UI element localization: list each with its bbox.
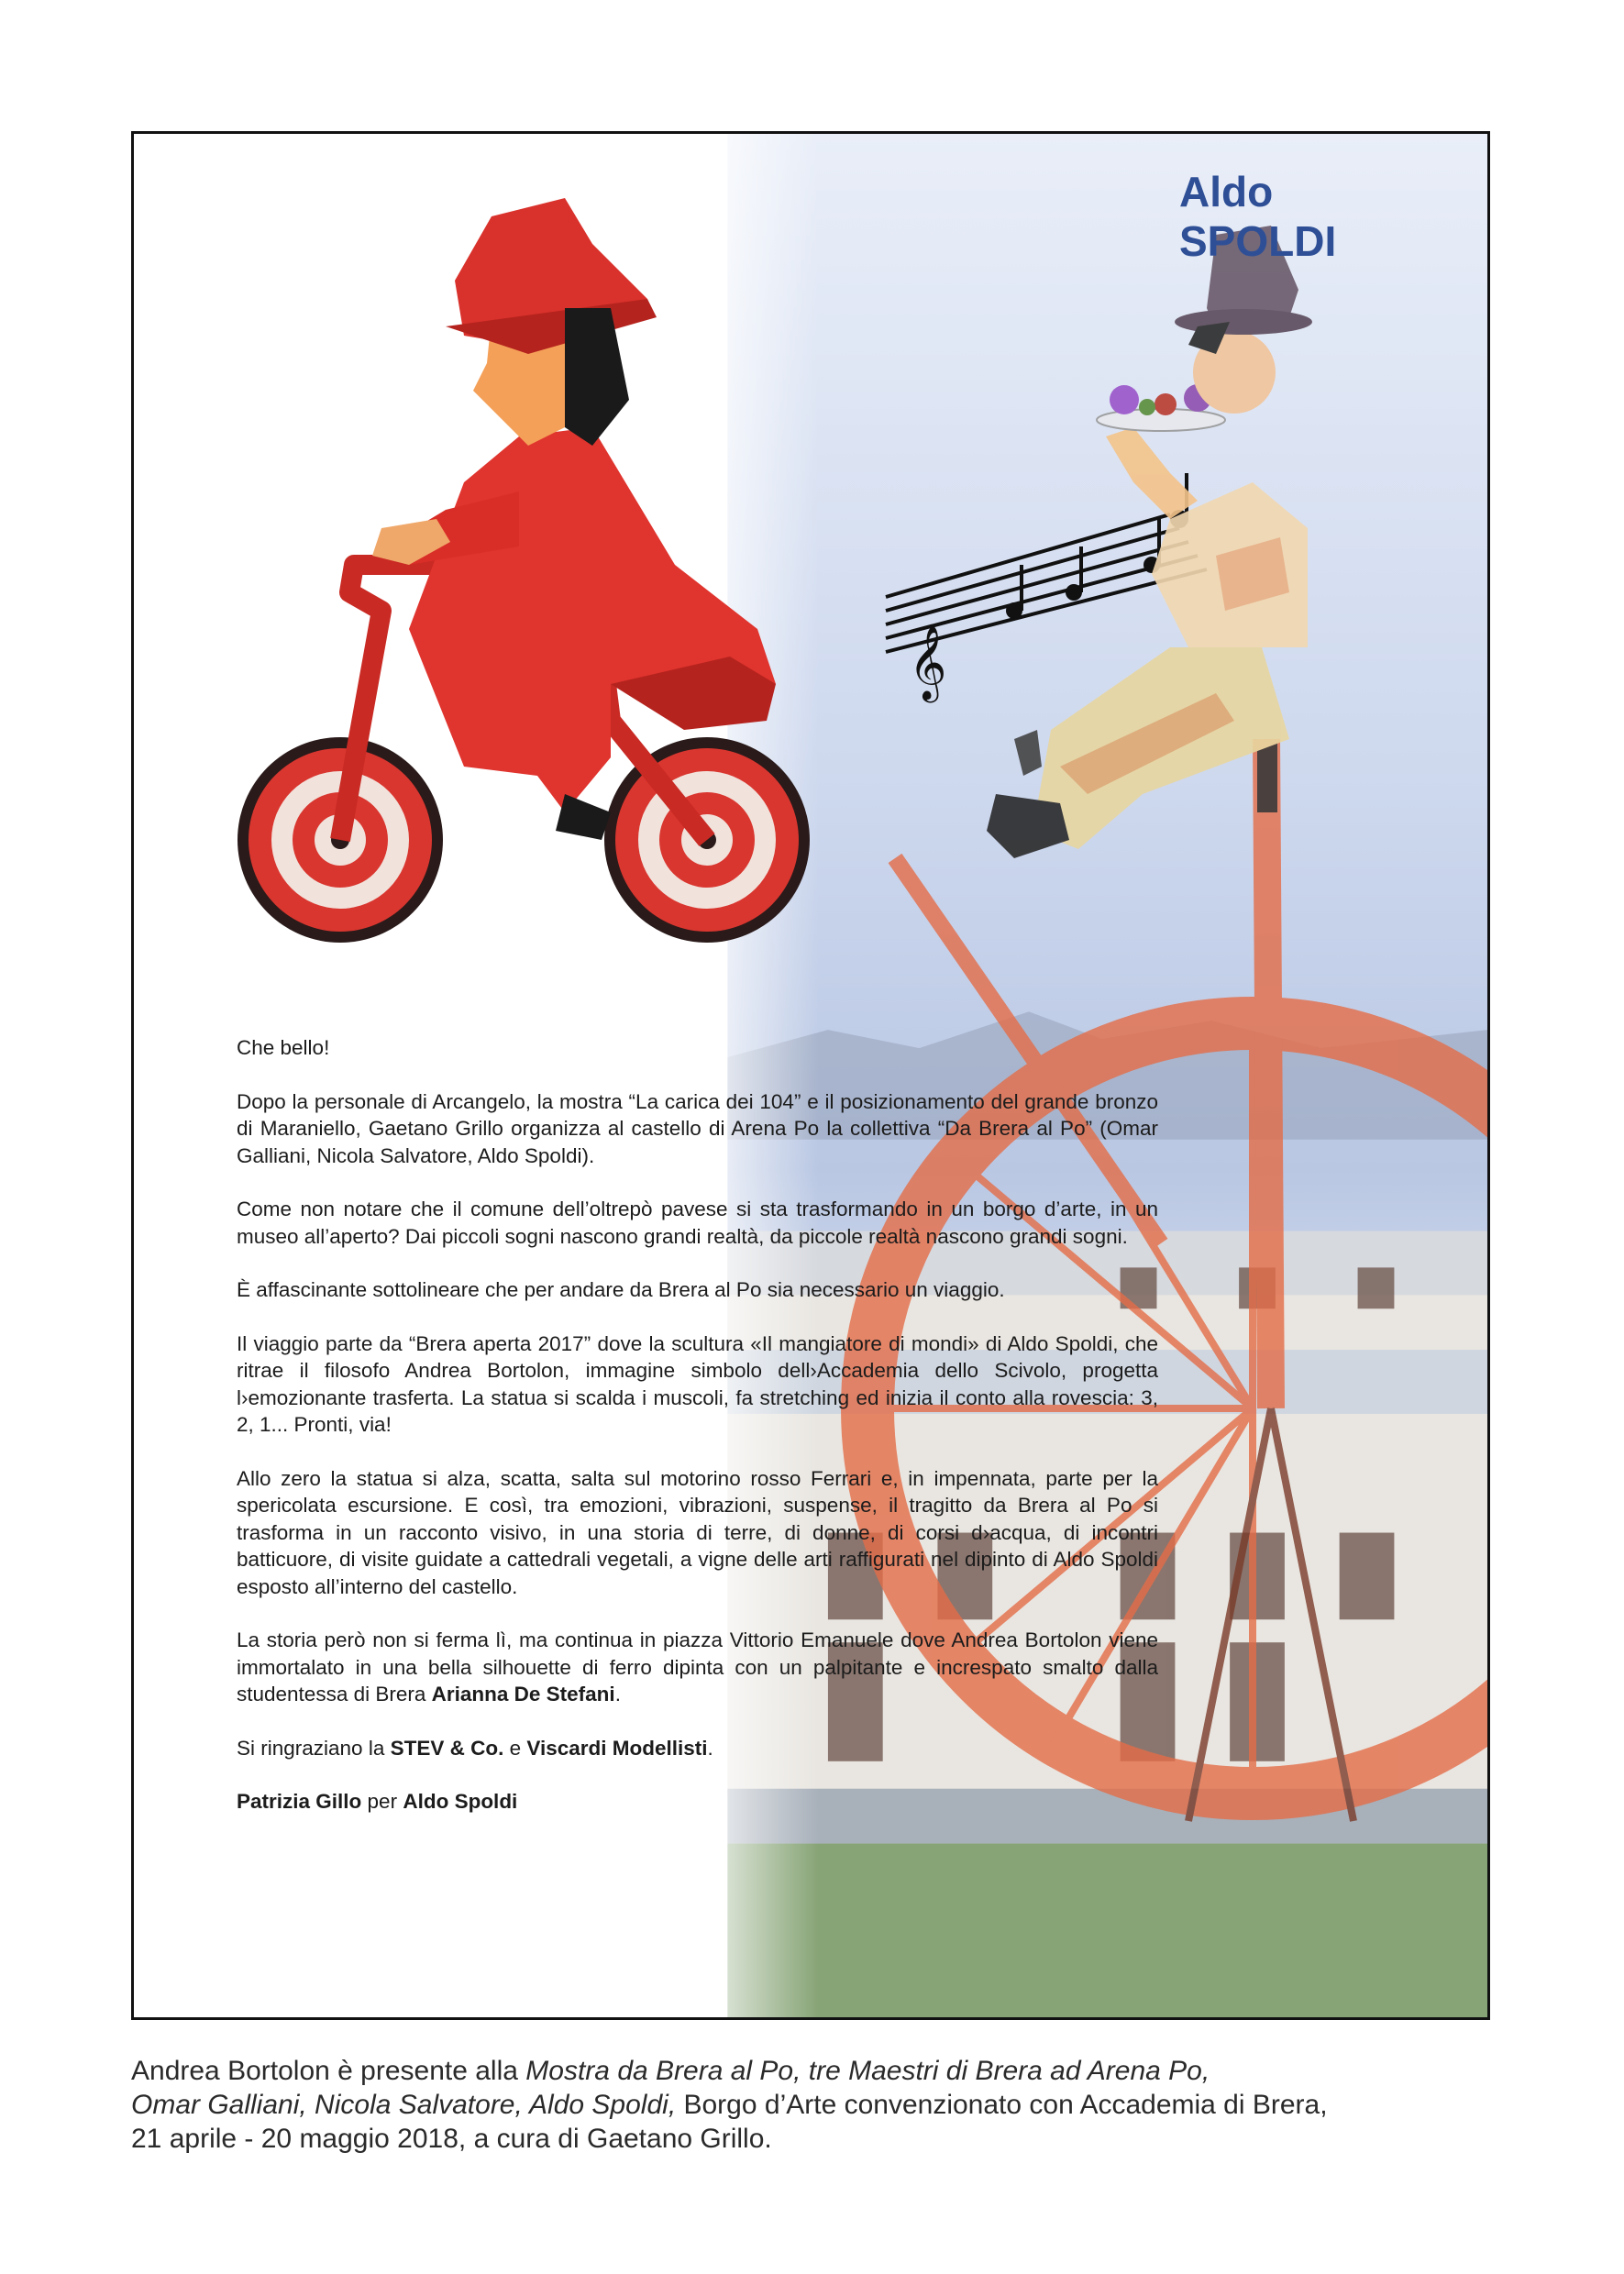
author-title [1179, 167, 1336, 266]
paragraph-1: Dopo la personale di Arcangelo, la mostra “La carica dei 104” e il posizionamento del grande bronzo di Maraniello, Gaetano Grillo organizza al castello di Arena Po la collettiva “Da Brera al Po” (Omar Galliani, Nicola Salvatore, Aldo Spoldi). [237, 1089, 1158, 1167]
paragraph-2: Come non notare che il comune dell’oltrepò pavese si sta trasformando in un borgo d’arte, in un museo all’aperto? Dai piccoli sogni nascono grandi realtà, da piccole realtà nascono grandi sogni. [237, 1198, 1158, 1248]
student-name: Arianna De Stefani [431, 1683, 615, 1706]
thanks-line [237, 1735, 1158, 1762]
author-first-name: Aldo [1179, 168, 1274, 215]
caption-line-1-italic: Mostra da Brera al Po, tre Maestri di Brera ad Arena Po, [525, 2056, 1210, 2086]
red-tricycle-rider-icon [238, 198, 810, 943]
thanks-sponsor-2: Viscardi Modellisti [526, 1736, 708, 1760]
thanks-end: . [707, 1736, 713, 1760]
paragraph-6 [237, 1627, 1158, 1708]
greeting: Che bello! [237, 1036, 330, 1059]
caption-line-2 [131, 2088, 1507, 2122]
signature-artist: Aldo Spoldi [403, 1790, 518, 1813]
thanks-sponsor-1: STEV & Co. [390, 1736, 504, 1760]
paragraph-4: Il viaggio parte da “Brera aperta 2017” dove la scultura «Il mangiatore di mondi» di Aldo Spoldi, che ritrae il filosofo Andrea Bortolon, immagine simbolo dell›Accademia dello Scivolo, progetta l›emozionante trasferta. La statua si scalda i muscoli, fa stretching ed inizia il conto alla rovescia: 3, 2, 1... Pronti, via! [237, 1331, 1158, 1436]
caption-line-2-italic: Omar Galliani, Nicola Salvatore, Aldo Spoldi, [131, 2090, 677, 2120]
signature-author: Patrizia Gillo [237, 1790, 362, 1813]
paragraph-6-text: La storia però non si ferma lì, ma continua in piazza Vittorio Emanuele dove Andrea Bortolon viene immortalato in una bella silhouette di ferro dipinta con un palpitante e increspato smalto dalla studentessa di Brera [237, 1628, 1158, 1706]
author-last-name: SPOLDI [1179, 217, 1337, 265]
thanks-mid: e [503, 1736, 527, 1760]
poster-frame [131, 131, 1490, 2020]
unicycle-rider-icon [987, 226, 1312, 858]
caption-line-3: 21 aprile - 20 maggio 2018, a cura di Gaetano Grillo. [131, 2124, 772, 2154]
signature-mid: per [361, 1790, 403, 1813]
paragraph-6-end: . [614, 1683, 621, 1706]
paragraph-5: Allo zero la statua si alza, scatta, salta sul motorino rosso Ferrari e, in impennata, parte per la spericolata escursione. E così, tra emozioni, vibrazioni, suspense, il tragitto da Brera al Po si trasforma in un racconto visivo, in una storia di terre, di donne, di corsi d›acqua, di incontri batticuore, di visite guidate a cattedrali vegetali, a vigne delle arti raffigurati nel dipinto di Aldo Spoldi esposto all’interno del castello. [237, 1466, 1158, 1598]
caption-line-1 [131, 2054, 1507, 2088]
paragraph-3: È affascinante sottolineare che per andare da Brera al Po sia necessario un viaggio. [237, 1278, 1005, 1301]
caption-line-2-plain: Borgo d’Arte convenzionato con Accademia di Brera, [676, 2090, 1328, 2120]
treble-clef-icon: 𝄞 [909, 624, 947, 700]
page-caption [131, 2054, 1507, 2156]
caption-line-1-plain: Andrea Bortolon è presente alla [131, 2056, 526, 2086]
signature-line [237, 1788, 1158, 1816]
thanks-text: Si ringraziano la [237, 1736, 391, 1760]
article-text [237, 1034, 1158, 1842]
